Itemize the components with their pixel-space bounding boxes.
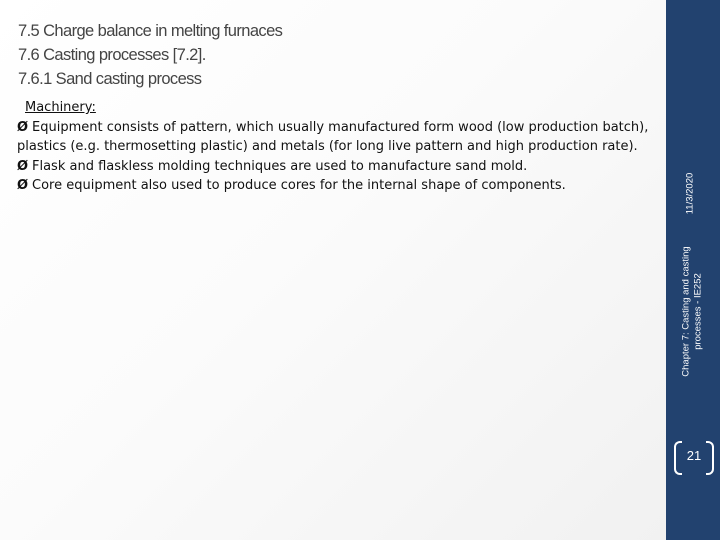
arrow-bullet-icon: Ø bbox=[17, 178, 29, 193]
slide-body bbox=[17, 98, 657, 196]
slide-number: 21 bbox=[686, 448, 702, 463]
bullet-item bbox=[17, 118, 657, 157]
chapter-footer bbox=[681, 212, 704, 412]
chapter-line-1: Chapter 7: Casting and casting bbox=[680, 246, 692, 377]
bullet-item bbox=[17, 157, 657, 177]
title-line-1: 7.5 Charge balance in melting furnaces bbox=[18, 22, 283, 40]
bullet-text: Flask and flaskless molding techniques are used to manufacture sand mold. bbox=[32, 158, 528, 174]
chapter-line-2: processes - IE252 bbox=[692, 273, 703, 350]
bullet-item bbox=[17, 176, 657, 196]
title-line-2: 7.6 Casting processes [7.2]. bbox=[18, 46, 206, 64]
title-line-3: 7.6.1 Sand casting process bbox=[18, 70, 202, 88]
bullet-text: Equipment consists of pattern, which usually manufactured form wood (low production batch), plastics (e.g. thermosetting plastic) and metals (for long live pattern and high production rate). bbox=[17, 119, 649, 154]
bullet-text: Core equipment also used to produce cores for the internal shape of components. bbox=[32, 178, 566, 193]
slide-date: 11/3/2020 bbox=[684, 172, 696, 215]
arrow-bullet-icon: Ø bbox=[17, 119, 29, 135]
slide-title bbox=[18, 19, 658, 91]
arrow-bullet-icon: Ø bbox=[17, 158, 29, 174]
section-heading: Machinery: bbox=[25, 100, 96, 115]
